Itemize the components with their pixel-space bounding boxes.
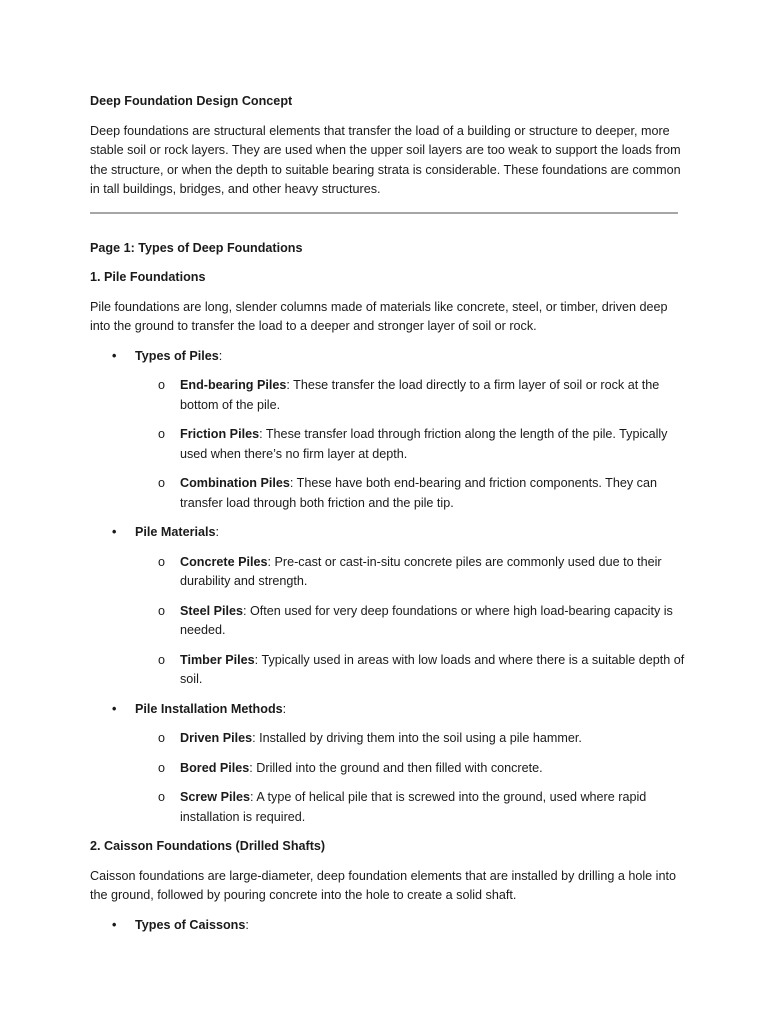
circle-bullet-icon: o <box>158 790 166 804</box>
document-title: Deep Foundation Design Concept <box>90 94 293 108</box>
page-heading: Page 1: Types of Deep Foundations <box>90 240 303 255</box>
intro-paragraph: Deep foundations are structural elements that transfer the load of a building or structure to deeper, more stable soil or rock layers. They are used when the upper soil layers are too weak to support the loads from the structure, or when the depth to suitable bearing strata is considerable. These foundations are common in tall buildings, bridges, and other heavy structures. <box>90 123 681 196</box>
pile-foundations-heading: 1. Pile Foundations <box>90 270 206 284</box>
list-item-pile-installation-methods: • Pile Installation Methods: <box>90 700 690 720</box>
circle-bullet-icon: o <box>158 378 166 392</box>
list-item-types-of-piles: • Types of Piles: <box>90 347 690 367</box>
caisson-foundations-heading: 2. Caisson Foundations (Drilled Shafts) <box>90 839 326 853</box>
list-item-screw-piles: o Screw Piles: A type of helical pile that is screwed into the ground, used where rapid installation is required. <box>158 790 647 824</box>
list-item-combination-piles: o Combination Piles: These have both end-bearing and friction components. They can transfer load through both friction and the pile tip. <box>158 476 657 510</box>
circle-bullet-icon: o <box>158 603 166 618</box>
list-item-friction-piles: o Friction Piles: These transfer load through friction along the length of the pile. Typically used when there’s no firm layer at depth. <box>158 427 668 461</box>
circle-bullet-icon: o <box>158 427 166 441</box>
bullet-icon: • <box>112 525 117 539</box>
caisson-foundations-paragraph: Caisson foundations are large-diameter, deep foundation elements that are installed by drilling a hole into the ground, followed by pouring concrete into the hole to create a solid shaft. <box>90 868 676 902</box>
list-item-bored-piles: o Bored Piles: Drilled into the ground and then filled with concrete. <box>90 759 690 779</box>
bullet-icon: • <box>112 701 117 716</box>
horizontal-divider <box>90 212 678 214</box>
bullet-icon: • <box>112 917 117 932</box>
circle-bullet-icon: o <box>158 476 166 490</box>
circle-bullet-icon: o <box>158 760 166 775</box>
pile-foundations-paragraph: Pile foundations are long, slender columns made of materials like concrete, steel, or timber, driven deep into the ground to transfer the load to a deeper and stronger layer of soil or rock. <box>90 299 668 333</box>
circle-bullet-icon: o <box>158 652 166 667</box>
list-item-types-of-caissons: • Types of Caissons: <box>90 916 690 936</box>
list-item-pile-materials: • Pile Materials: <box>90 523 690 543</box>
list-item-timber-piles: o Timber Piles: Typically used in areas with low loads and where there is a suitable depth of soil. <box>158 652 685 686</box>
circle-bullet-icon: o <box>158 731 166 745</box>
list-item-concrete-piles: o Concrete Piles: Pre-cast or cast-in-situ concrete piles are commonly used due to their durability and strength. <box>158 554 662 588</box>
list-item-driven-piles: o Driven Piles: Installed by driving them into the soil using a pile hammer. <box>90 729 690 749</box>
document-body <box>90 92 690 945</box>
circle-bullet-icon: o <box>158 554 166 569</box>
list-item-steel-piles: o Steel Piles: Often used for very deep foundations or where high load-bearing capacity is needed. <box>158 603 673 637</box>
bullet-icon: • <box>112 348 117 363</box>
list-item-end-bearing-piles: o End-bearing Piles: These transfer the load directly to a firm layer of soil or rock at the bottom of the pile. <box>158 378 660 412</box>
